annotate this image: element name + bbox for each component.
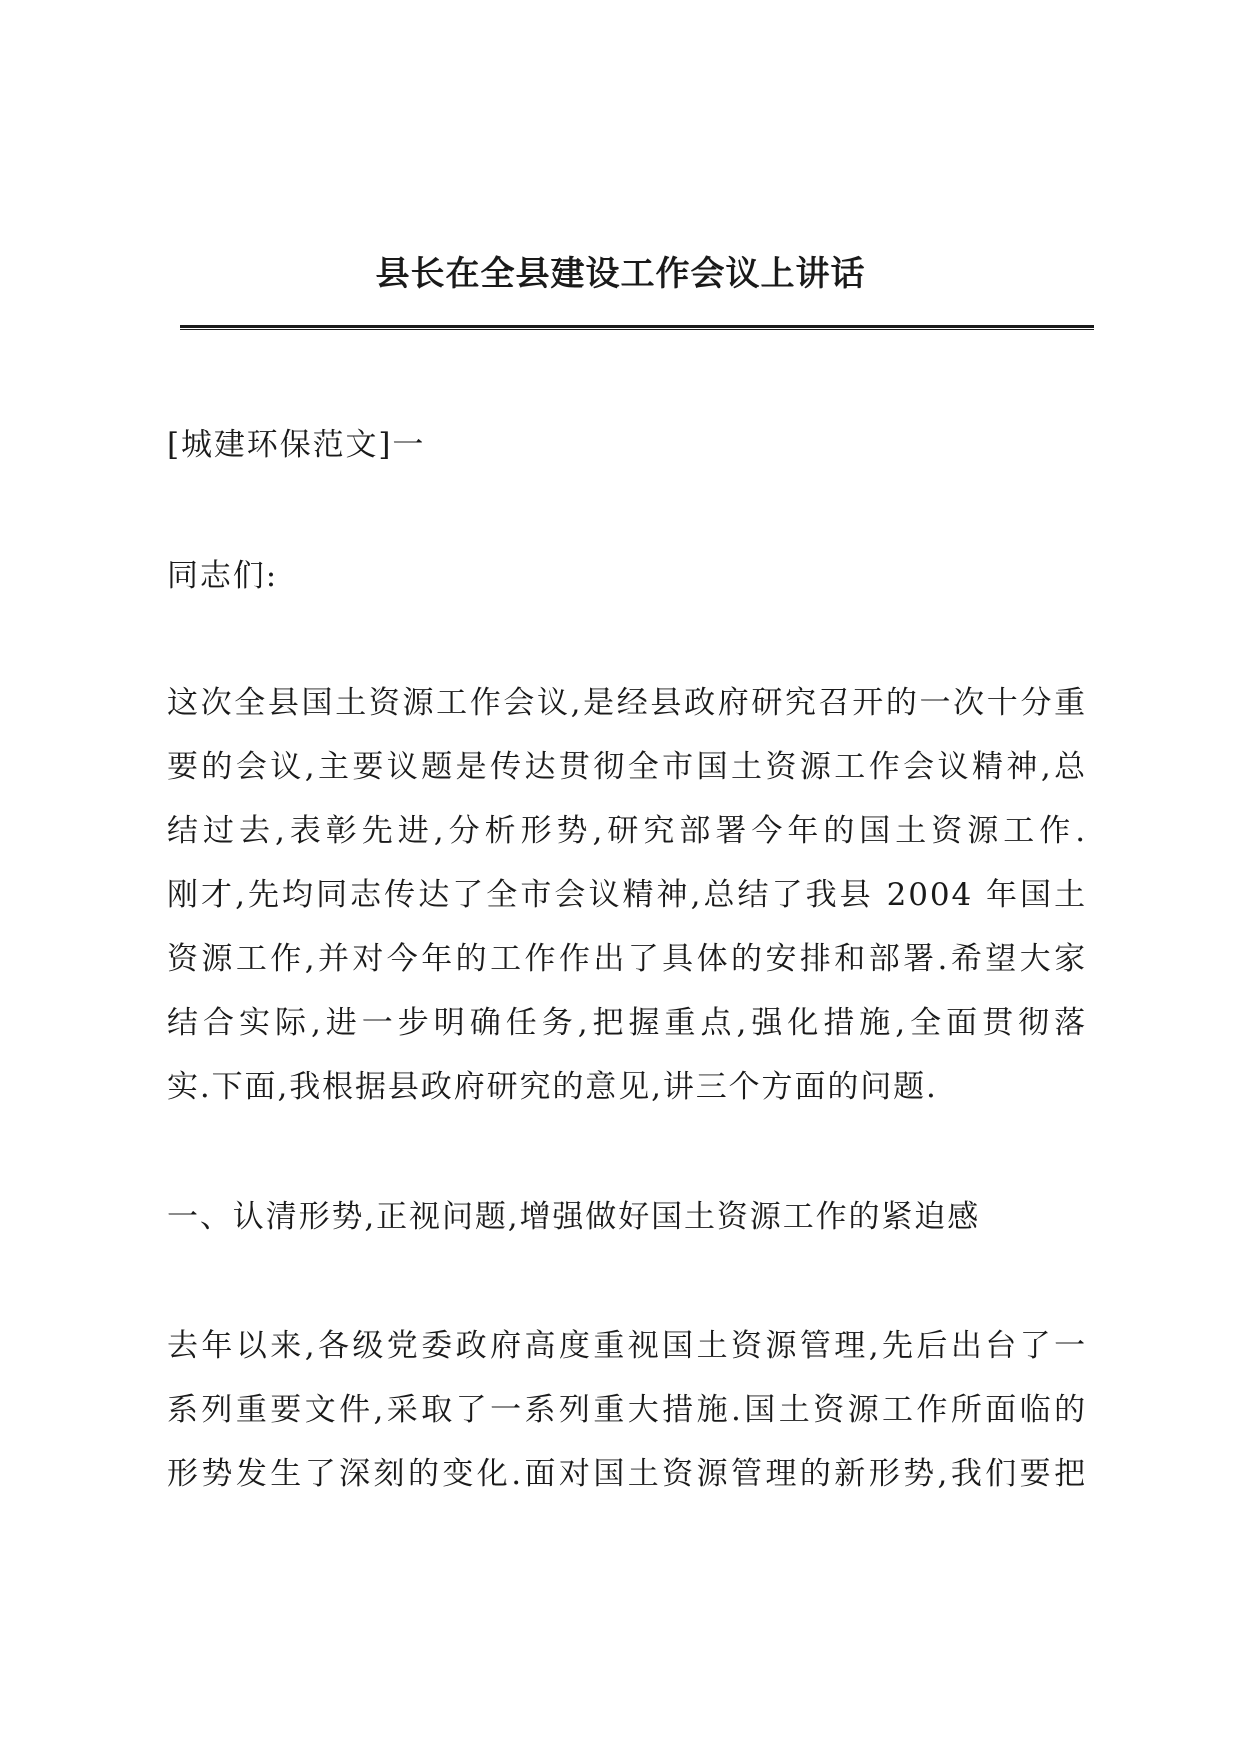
paragraph-1-line: 这次全县国土资源工作会议,是经县政府研究召开的一次十分重 [167, 685, 1087, 721]
paragraph-1-line: 结过去,表彰先进,分析形势,研究部署今年的国土资源工作. [167, 813, 1087, 849]
paragraph-1-line: 要的会议,主要议题是传达贯彻全市国土资源工作会议精神,总 [167, 749, 1087, 785]
title-divider [180, 325, 1094, 330]
category-label: [城建环保范文]一 [167, 427, 426, 463]
salutation: 同志们: [167, 558, 279, 594]
paragraph-2-line: 系列重要文件,采取了一系列重大措施.国土资源工作所面临的 [167, 1392, 1087, 1428]
paragraph-2-line: 去年以来,各级党委政府高度重视国土资源管理,先后出台了一 [167, 1328, 1087, 1364]
paragraph-1-line: 结合实际,进一步明确任务,把握重点,强化措施,全面贯彻落 [167, 1005, 1087, 1041]
paragraph-1-line: 刚才,先均同志传达了全市会议精神,总结了我县 2004 年国土 [167, 877, 1087, 913]
paragraph-2-line: 形势发生了深刻的变化.面对国土资源管理的新形势,我们要把 [167, 1456, 1087, 1492]
paragraph-1-line: 资源工作,并对今年的工作作出了具体的安排和部署.希望大家 [167, 941, 1087, 977]
section-heading: 一、认清形势,正视问题,增强做好国土资源工作的紧迫感 [167, 1199, 981, 1235]
document-title: 县长在全县建设工作会议上讲话 [375, 254, 866, 294]
paragraph-1-line: 实.下面,我根据县政府研究的意见,讲三个方面的问题. [167, 1069, 938, 1105]
